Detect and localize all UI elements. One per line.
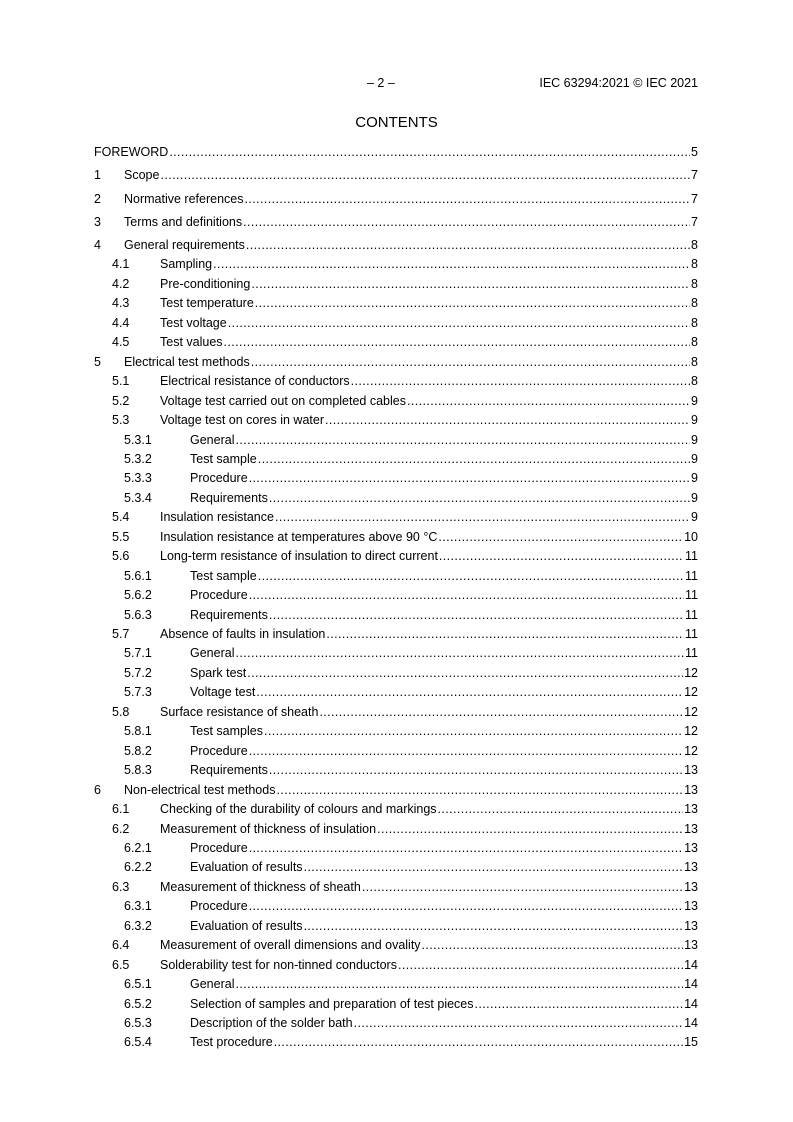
toc-entry-title: Electrical resistance of conductors <box>160 374 350 389</box>
toc-entry-number: 5.3.1 <box>124 432 152 447</box>
toc-entry-title: Non-electrical test methods <box>124 782 276 797</box>
toc-entry-page: 12 <box>684 685 698 700</box>
page-header <box>0 76 793 92</box>
page-number: – 2 – <box>367 76 395 90</box>
toc-entry[interactable] <box>94 840 698 856</box>
toc-entry-number: 5.3.2 <box>124 451 152 466</box>
toc-entry[interactable] <box>94 393 698 409</box>
toc-entry[interactable] <box>94 879 698 895</box>
toc-entry-page: 13 <box>684 899 698 914</box>
toc-entry-title: Procedure <box>190 471 248 486</box>
toc-entry[interactable] <box>94 665 698 681</box>
dot-leader <box>228 315 690 331</box>
toc-entry-title: Requirements <box>190 490 268 505</box>
toc-entry-page: 12 <box>684 665 698 680</box>
toc-entry-title: Insulation resistance at temperatures above 90 °C <box>160 529 438 544</box>
dot-leader <box>243 214 690 230</box>
toc-entry[interactable] <box>94 191 698 207</box>
dot-leader <box>235 645 684 661</box>
toc-entry[interactable] <box>94 626 698 642</box>
toc-entry-page: 12 <box>684 704 698 719</box>
toc-entry-title: Procedure <box>190 588 248 603</box>
dot-leader <box>258 451 690 467</box>
toc-entry-page: 8 <box>691 296 698 311</box>
toc-entry[interactable] <box>94 214 698 230</box>
dot-leader <box>326 626 684 642</box>
toc-entry[interactable] <box>94 684 698 700</box>
toc-entry-number: 3 <box>94 214 101 229</box>
toc-entry-page: 9 <box>691 471 698 486</box>
toc-entry-title: Procedure <box>190 743 248 758</box>
dot-leader <box>249 898 683 914</box>
toc-entry-number: 4 <box>94 238 101 252</box>
toc-entry-page: 15 <box>684 1035 698 1050</box>
toc-entry-title: Measurement of overall dimensions and ovality <box>160 938 421 953</box>
toc-entry[interactable] <box>94 898 698 914</box>
toc-entry[interactable] <box>94 276 698 292</box>
toc-entry-number: 4.5 <box>112 335 130 350</box>
toc-entry-number: 6.3 <box>112 879 130 894</box>
toc-entry[interactable] <box>94 821 698 837</box>
toc-entry[interactable] <box>94 1015 698 1031</box>
toc-entry-number: 6.2.2 <box>124 860 152 875</box>
toc-entry-number: 6.2 <box>112 821 130 836</box>
toc-entry-title: Requirements <box>190 763 268 778</box>
dot-leader <box>325 412 690 428</box>
toc-entry-number: 5.7 <box>112 627 130 641</box>
toc-entry-title: Test sample <box>190 451 257 466</box>
toc-entry[interactable] <box>94 451 698 467</box>
toc-entry-page: 13 <box>684 918 698 933</box>
toc-entry-title: General <box>190 432 235 447</box>
dot-leader <box>438 529 683 545</box>
toc-entry-page: 13 <box>684 879 698 894</box>
toc-entry-number: 6.3.1 <box>124 899 152 914</box>
toc-entry-title: FOREWORD <box>94 145 169 159</box>
toc-entry[interactable] <box>94 354 698 370</box>
dot-leader <box>475 996 684 1012</box>
toc-entry[interactable] <box>94 801 698 817</box>
toc-entry-page: 8 <box>691 374 698 389</box>
dot-leader <box>235 976 683 992</box>
dot-leader <box>439 548 684 564</box>
dot-leader <box>213 256 690 272</box>
toc-entry-number: 4.1 <box>112 257 130 272</box>
dot-leader <box>274 1034 683 1050</box>
toc-entry-page: 8 <box>691 276 698 291</box>
toc-entry-number: 6 <box>94 782 101 797</box>
toc-entry-title: Test values <box>160 335 223 350</box>
toc-entry-page: 14 <box>684 977 698 992</box>
toc-entry-page: 11 <box>685 607 698 622</box>
toc-entry-title: Test voltage <box>160 315 227 330</box>
dot-leader <box>249 840 683 856</box>
toc-entry-page: 9 <box>691 510 698 525</box>
toc-entry-title: Surface resistance of sheath <box>160 704 319 719</box>
dot-leader <box>249 743 683 759</box>
dot-leader <box>354 1015 684 1031</box>
dot-leader <box>362 879 683 895</box>
toc-entry-number: 5.8.1 <box>124 724 152 739</box>
toc-entry[interactable] <box>94 432 698 448</box>
toc-entry-title: Procedure <box>190 899 248 914</box>
toc-entry-page: 8 <box>691 354 698 369</box>
toc-entry-page: 13 <box>684 763 698 778</box>
toc-entry-number: 5.3 <box>112 413 130 428</box>
toc-entry-title: Evaluation of results <box>190 918 303 933</box>
toc-entry-page: 11 <box>685 646 698 661</box>
dot-leader <box>276 782 683 798</box>
toc-entry-page: 8 <box>691 315 698 330</box>
toc-entry[interactable] <box>94 509 698 525</box>
dot-leader <box>247 665 683 681</box>
toc-entry-number: 4.3 <box>112 296 130 311</box>
page-title: CONTENTS <box>355 114 438 131</box>
toc-entry-title: Procedure <box>190 840 248 855</box>
toc-entry-title: Test temperature <box>160 296 254 311</box>
toc-entry-number: 4.4 <box>112 315 130 330</box>
dot-leader <box>169 144 690 160</box>
dot-leader <box>438 801 684 817</box>
toc-entry-page: 9 <box>691 451 698 466</box>
toc-entry-page: 7 <box>691 214 698 229</box>
toc-entry[interactable] <box>94 334 698 350</box>
toc-entry-number: 5.8 <box>112 704 130 719</box>
toc-entry-page: 13 <box>684 938 698 953</box>
toc-entry-page: 11 <box>685 549 698 564</box>
toc-entry[interactable] <box>94 1034 698 1050</box>
toc-entry-title: Measurement of thickness of sheath <box>160 879 361 894</box>
toc-entry-title: Selection of samples and preparation of test pieces <box>190 996 474 1011</box>
toc-entry-title: Test sample <box>190 568 257 583</box>
dot-leader <box>304 918 684 934</box>
toc-entry-number: 5 <box>94 354 101 369</box>
toc-entry-number: 5.7.3 <box>124 685 152 700</box>
toc-entry-page: 14 <box>684 1016 698 1030</box>
toc-entry[interactable] <box>94 976 698 992</box>
toc-entry-page: 13 <box>684 782 698 797</box>
toc-entry-number: 6.1 <box>112 802 130 817</box>
toc-entry-number: 5.8.2 <box>124 743 152 758</box>
toc-entry-page: 12 <box>684 724 698 739</box>
toc-entry-title: Insulation resistance <box>160 510 274 525</box>
toc-entry-number: 5.6 <box>112 549 130 564</box>
toc-entry[interactable] <box>94 782 698 798</box>
toc-entry-page: 7 <box>691 191 698 206</box>
toc-entry[interactable] <box>94 607 698 623</box>
toc-entry-number: 5.3.3 <box>124 471 152 486</box>
dot-leader <box>351 373 690 389</box>
toc-entry-page: 13 <box>684 802 698 817</box>
toc-entry-title: Evaluation of results <box>190 860 303 875</box>
toc-entry[interactable] <box>94 529 698 545</box>
dot-leader <box>264 723 683 739</box>
toc-entry[interactable] <box>94 937 698 953</box>
toc-entry-number: 5.3.4 <box>124 490 152 505</box>
toc-entry-number: 6.4 <box>112 938 130 953</box>
dot-leader <box>251 276 690 292</box>
toc-entry-number: 6.5.3 <box>124 1016 152 1030</box>
toc-entry-number: 2 <box>94 191 101 206</box>
toc-entry-title: Checking of the durability of colours and markings <box>160 802 437 817</box>
toc-entry-number: 5.7.1 <box>124 646 152 661</box>
toc-entry-number: 6.2.1 <box>124 840 152 855</box>
toc-entry-page: 14 <box>684 996 698 1011</box>
toc-entry-number: 5.6.1 <box>124 568 152 583</box>
toc-entry-number: 5.7.2 <box>124 665 152 680</box>
toc-entry-title: Measurement of thickness of insulation <box>160 821 377 836</box>
toc-entry-page: 8 <box>691 257 698 272</box>
toc-entry-number: 6.3.2 <box>124 918 152 933</box>
dot-leader <box>275 509 690 525</box>
dot-leader <box>256 684 683 700</box>
toc-entry[interactable] <box>94 548 698 564</box>
toc-entry-number: 5.6.3 <box>124 607 152 622</box>
toc-entry-number: 1 <box>94 168 101 183</box>
toc-entry[interactable] <box>94 743 698 759</box>
toc-entry-title: Terms and definitions <box>124 214 243 229</box>
dot-leader <box>269 490 690 506</box>
dot-leader <box>255 295 690 311</box>
toc-entry-number: 5.1 <box>112 374 130 389</box>
toc-entry[interactable] <box>94 373 698 389</box>
toc-entry-page: 8 <box>691 335 698 350</box>
toc-entry-page: 11 <box>685 588 698 603</box>
toc-entry[interactable] <box>94 490 698 506</box>
dot-leader <box>304 859 684 875</box>
toc-entry-page: 13 <box>684 840 698 855</box>
toc-entry-title: Scope <box>124 168 160 183</box>
dot-leader <box>398 957 683 973</box>
toc-entry[interactable] <box>94 237 698 253</box>
toc-entry-number: 5.5 <box>112 529 130 544</box>
toc-entry[interactable] <box>94 144 698 160</box>
toc-entry-number: 5.6.2 <box>124 588 152 603</box>
toc-entry-number: 4.2 <box>112 276 130 291</box>
toc-entry[interactable] <box>94 315 698 331</box>
toc-entry-page: 13 <box>684 860 698 875</box>
dot-leader <box>224 334 691 350</box>
toc-entry-title: Sampling <box>160 257 213 272</box>
toc-entry-page: 7 <box>691 168 698 183</box>
toc-entry[interactable] <box>94 762 698 778</box>
toc-entry-title: Test samples <box>190 724 263 739</box>
toc-entry[interactable] <box>94 587 698 603</box>
toc-entry-title: Spark test <box>190 665 247 680</box>
toc-entry-title: Long-term resistance of insulation to direct current <box>160 549 438 564</box>
toc-entry-title: Solderability test for non-tinned conductors <box>160 957 397 972</box>
toc-entry-title: Voltage test on cores in water <box>160 413 324 428</box>
toc-entry-page: 9 <box>691 490 698 505</box>
toc-entry-title: General <box>190 977 235 992</box>
toc-entry-page: 14 <box>684 957 698 972</box>
toc-entry-number: 6.5.4 <box>124 1035 152 1050</box>
toc-entry-title: Requirements <box>190 607 268 622</box>
toc-entry[interactable] <box>94 996 698 1012</box>
toc-entry-page: 13 <box>684 821 698 836</box>
toc-entry-title: General requirements <box>124 238 245 252</box>
dot-leader <box>422 937 684 953</box>
toc-entry-number: 6.5.1 <box>124 977 152 992</box>
toc-entry-page: 12 <box>684 743 698 758</box>
toc-entry[interactable] <box>94 167 698 183</box>
toc-entry-title: Normative references <box>124 191 244 206</box>
toc-entry-title: Absence of faults in insulation <box>160 627 326 641</box>
dot-leader <box>249 587 684 603</box>
toc-entry-number: 6.5 <box>112 957 130 972</box>
toc-entry-page: 11 <box>685 627 698 641</box>
toc-entry-page: 9 <box>691 393 698 408</box>
dot-leader <box>249 470 690 486</box>
toc-entry[interactable] <box>94 859 698 875</box>
toc-entry[interactable] <box>94 957 698 973</box>
toc-entry-title: General <box>190 646 235 661</box>
toc-entry-title: Description of the solder bath <box>190 1016 353 1030</box>
dot-leader <box>245 191 691 207</box>
dot-leader <box>160 167 690 183</box>
toc-entry-title: Pre-conditioning <box>160 276 251 291</box>
toc-entry[interactable] <box>94 295 698 311</box>
dot-leader <box>269 607 684 623</box>
toc-entry-title: Voltage test carried out on completed cables <box>160 393 406 408</box>
dot-leader <box>377 821 683 837</box>
toc-entry-title: Test procedure <box>190 1035 273 1050</box>
dot-leader <box>319 704 683 720</box>
toc-entry[interactable] <box>94 704 698 720</box>
toc-entry[interactable] <box>94 918 698 934</box>
toc-entry-number: 5.8.3 <box>124 763 152 778</box>
toc-entry-page: 9 <box>691 432 698 447</box>
toc-entry[interactable] <box>94 256 698 272</box>
toc-entry-number: 5.2 <box>112 393 130 408</box>
toc-entry-page: 5 <box>691 145 698 159</box>
dot-leader <box>251 354 690 370</box>
toc-entry[interactable] <box>94 470 698 486</box>
toc-entry-page: 11 <box>685 568 698 583</box>
toc-entry-page: 8 <box>691 238 698 252</box>
dot-leader <box>258 568 684 584</box>
dot-leader <box>246 237 690 253</box>
dot-leader <box>407 393 690 409</box>
toc-entry[interactable] <box>94 723 698 739</box>
toc-entry[interactable] <box>94 645 698 661</box>
toc-entry-page: 9 <box>691 413 698 428</box>
standard-reference: IEC 63294:2021 © IEC 2021 <box>539 76 698 90</box>
toc-entry-number: 6.5.2 <box>124 996 152 1011</box>
toc-entry-number: 5.4 <box>112 510 130 525</box>
toc-entry-title: Voltage test <box>190 685 256 700</box>
toc-entry-page: 10 <box>684 529 698 544</box>
dot-leader <box>235 432 690 448</box>
toc-entry[interactable] <box>94 412 698 428</box>
dot-leader <box>269 762 683 778</box>
toc-entry[interactable] <box>94 568 698 584</box>
toc-entry-title: Electrical test methods <box>124 354 250 369</box>
